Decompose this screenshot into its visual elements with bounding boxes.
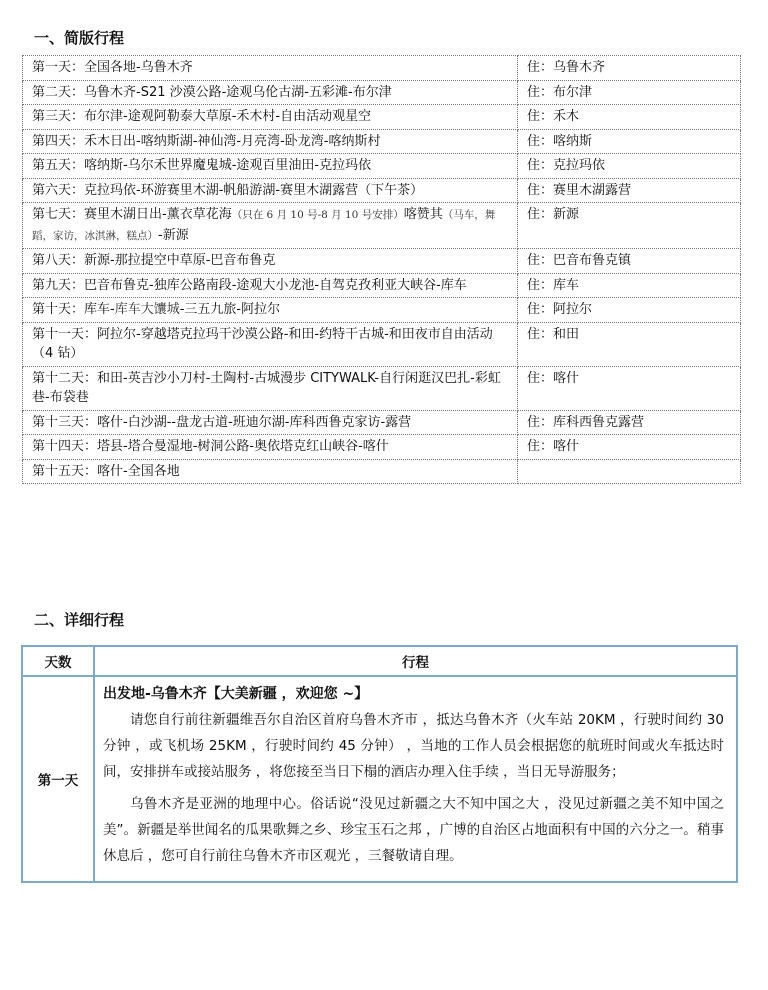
stay-cell: 住：和田 xyxy=(518,322,741,366)
stay-cell: 住：库科西鲁克露营 xyxy=(518,410,741,435)
table-row xyxy=(23,459,741,484)
stay-cell: 住：克拉玛依 xyxy=(518,154,741,179)
stay-cell: 住：赛里木湖露营 xyxy=(518,178,741,203)
stay-cell: 住：库车 xyxy=(518,273,741,298)
detail-itinerary-table xyxy=(21,645,738,883)
table-row xyxy=(23,273,741,298)
table-row xyxy=(23,80,741,105)
column-header-day: 天数 xyxy=(22,646,94,676)
stay-cell: 住：布尔津 xyxy=(518,80,741,105)
route-cell: 第六天：克拉玛依-环游赛里木湖-帆船游湖-赛里木湖露营（下午茶） xyxy=(23,178,518,203)
route-text: 第七天：赛里木湖日出-薰衣草花海 xyxy=(32,207,232,222)
stay-cell: 住：禾木 xyxy=(518,105,741,130)
route-cell: 第十一天：阿拉尔-穿越塔克拉玛干沙漠公路-和田-约特干古城-和田夜市自由活动（4 钻） xyxy=(23,322,518,366)
route-cell: 第四天：禾木日出-喀纳斯湖-神仙湾-月亮湾-卧龙湾-喀纳斯村 xyxy=(23,129,518,154)
column-header-itinerary: 行程 xyxy=(94,646,737,676)
route-text: 库车大馕城 xyxy=(114,302,180,317)
stay-cell: 住：喀什 xyxy=(518,366,741,410)
route-cell: 第一天：全国各地-乌鲁木齐 xyxy=(23,56,518,81)
table-row xyxy=(22,676,737,882)
table-header-row xyxy=(22,646,737,676)
table-row xyxy=(23,249,741,274)
table-row xyxy=(23,129,741,154)
table-row xyxy=(23,178,741,203)
stay-cell: 住：新源 xyxy=(518,203,741,249)
table-row xyxy=(23,56,741,81)
day-paragraph: 乌鲁木齐是亚洲的地理中心。俗话说“没见过新疆之大不知中国之大 ，没见过新疆之美不知中国之美”。新疆是举世闻名的瓜果歌舞之乡、珍宝玉石之邦 ，广博的自治区占地面积有中国的六分之一。稍事休息后 ，您可自行前往乌鲁木齐市区观光 ，三餐敬请自理。 xyxy=(103,796,724,864)
table-row xyxy=(23,435,741,460)
stay-cell: 住：阿拉尔 xyxy=(518,298,741,323)
table-row xyxy=(23,298,741,323)
day-label: 第一天 xyxy=(22,676,94,882)
day-content xyxy=(94,676,737,882)
stay-cell: 住：乌鲁木齐 xyxy=(518,56,741,81)
table-row xyxy=(23,154,741,179)
table-row xyxy=(23,203,741,249)
route-date-note: （只在 6 月 10 号-8 月 10 号安排） xyxy=(231,209,404,221)
route-activity-note: （马车，舞蹈，家访，冰淇淋，糕点） xyxy=(32,209,496,242)
route-cell: 第十五天：喀什-全国各地 xyxy=(23,459,518,484)
route-text: -新源 xyxy=(158,227,189,243)
section-title-detail: 二、详细行程 xyxy=(34,611,125,629)
route-cell xyxy=(23,298,518,323)
stay-cell: 住：巴音布鲁克镇 xyxy=(518,249,741,274)
table-row xyxy=(23,322,741,366)
route-text: 第十天：库车- xyxy=(32,302,115,317)
day-title: 出发地-乌鲁木齐【大美新疆 ，欢迎您 ~】 xyxy=(103,686,369,702)
route-text: 喀赞其 xyxy=(403,207,443,222)
route-text: -三五九旅-阿拉尔 xyxy=(179,302,281,317)
stay-cell: 住：喀纳斯 xyxy=(518,129,741,154)
summary-itinerary-table xyxy=(22,55,741,484)
route-cell: 第十四天：塔县-塔合曼湿地-树洞公路-奥依塔克红山峡谷-喀什 xyxy=(23,435,518,460)
table-row xyxy=(23,105,741,130)
route-cell: 第二天：乌鲁木齐-S21 沙漠公路-途观乌伦古湖-五彩滩-布尔津 xyxy=(23,80,518,105)
stay-cell xyxy=(518,459,741,484)
route-cell xyxy=(23,203,518,249)
route-cell: 第五天：喀纳斯-乌尔禾世界魔鬼城-途观百里油田-克拉玛依 xyxy=(23,154,518,179)
route-cell: 第十三天：喀什-白沙湖--盘龙古道-班迪尔湖-库科西鲁克家访-露营 xyxy=(23,410,518,435)
stay-cell: 住：喀什 xyxy=(518,435,741,460)
route-cell: 第八天：新源-那拉提空中草原-巴音布鲁克 xyxy=(23,249,518,274)
table-row xyxy=(23,366,741,410)
table-row xyxy=(23,410,741,435)
route-cell: 第十二天：和田-英吉沙小刀村-土陶村-古城漫步 CITYWALK-自行闲逛汉巴扎-彩虹巷-布袋巷 xyxy=(23,366,518,410)
day-paragraph: 请您自行前往新疆维吾尔自治区首府乌鲁木齐市 ，抵达乌鲁木齐（火车站 20KM ，行驶时间约 30 分钟 ，或飞机场 25KM ，行驶时间约 45 分钟） ，当地的工作人员会根据您的航班时间或火车抵达时间，安排拼车或接站服务 ，将您接至当日下榻的酒店办理入住手续 ，当日无导游服务； xyxy=(103,712,724,780)
section-title-summary: 一、简版行程 xyxy=(34,29,125,47)
route-cell: 第三天：布尔津-途观阿勒泰大草原-禾木村-自由活动观星空 xyxy=(23,105,518,130)
route-cell: 第九天：巴音布鲁克-独库公路南段-途观大小龙池-自驾克孜利亚大峡谷-库车 xyxy=(23,273,518,298)
